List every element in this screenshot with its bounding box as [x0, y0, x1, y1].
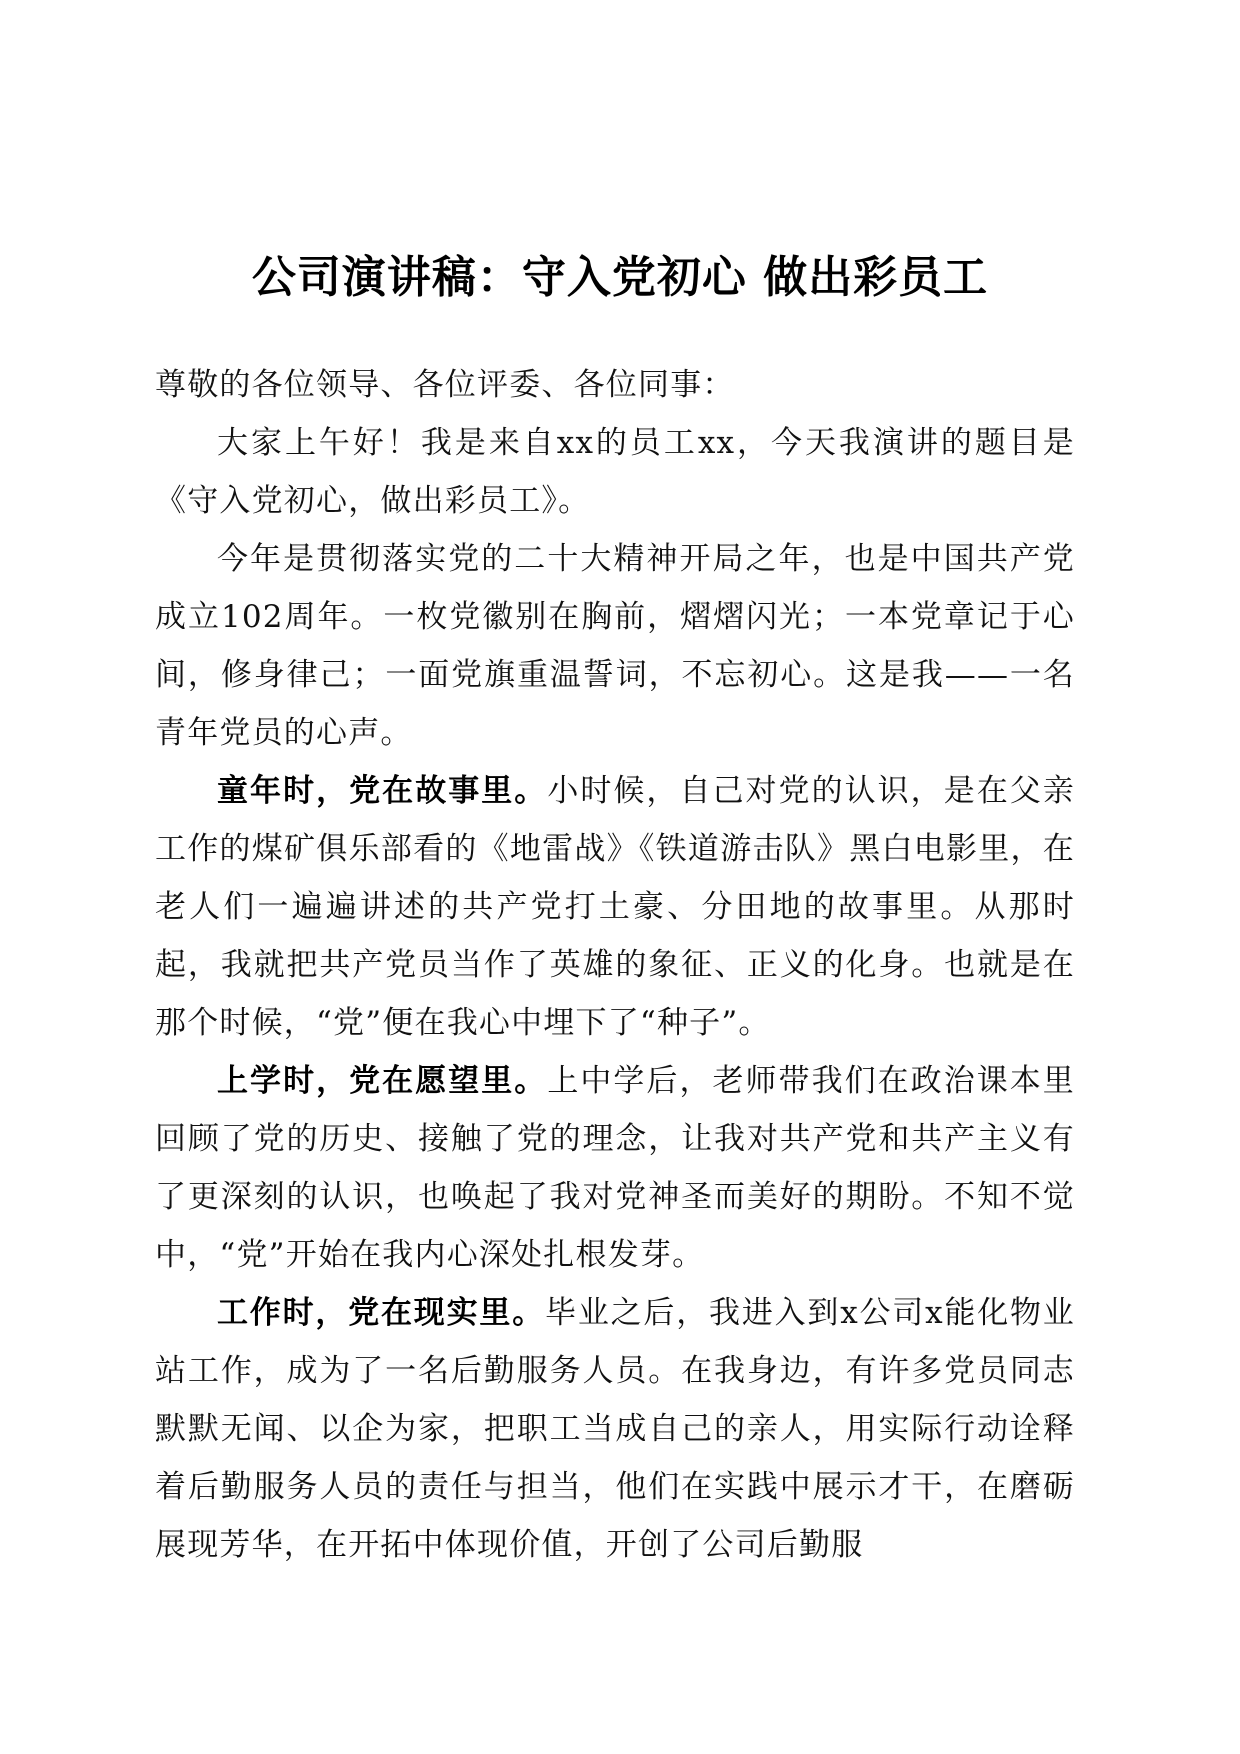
paragraph-lead: 童年时，党在故事里。	[217, 773, 548, 809]
paragraph-school	[155, 1052, 1075, 1284]
paragraph-childhood	[155, 762, 1075, 1052]
salutation: 尊敬的各位领导、各位评委、各位同事：	[155, 367, 735, 403]
paragraph-greeting	[155, 414, 1075, 530]
paragraph-text: 小时候，自己对党的认识，是在父亲工作的煤矿俱乐部看的《地雷战》《铁道游击队》黑白电影里，在老人们一遍遍讲述的共产党打土豪、分田地的故事里。从那时起，我就把共产党员当作了英雄的象征、正义的化身。也就是在那个时候，“党”便在我心中埋下了“种子”。	[155, 773, 1076, 1041]
paragraph-work	[155, 1284, 1075, 1574]
paragraph-text: 今年是贯彻落实党的二十大精神开局之年，也是中国共产党成立102周年。一枚党徽别在胸前，熠熠闪光；一本党章记于心间，修身律己；一面党旗重温誓词，不忘初心。这是我——一名青年党员的心声。	[155, 541, 1075, 751]
document-title: 公司演讲稿：守入党初心 做出彩员工	[251, 252, 989, 303]
paragraph-text: 上中学后，老师带我们在政治课本里回顾了党的历史、接触了党的理念，让我对共产党和共产主义有了更深刻的认识，也唤起了我对党神圣而美好的期盼。不知不觉中，“党”开始在我内心深处扎根发芽。	[155, 1063, 1076, 1273]
paragraph-intro	[155, 530, 1075, 762]
document-body	[155, 356, 1075, 1574]
paragraph-lead: 工作时，党在现实里。	[217, 1295, 546, 1331]
paragraph-text: 大家上午好！我是来自xx的员工xx，今天我演讲的题目是《守入党初心，做出彩员工》。	[155, 425, 1075, 519]
paragraph-lead: 上学时，党在愿望里。	[217, 1063, 548, 1099]
paragraph-text: 毕业之后，我进入到x公司x能化物业站工作，成为了一名后勤服务人员。在我身边，有许多党员同志默默无闻、以企为家，把职工当成自己的亲人，用实际行动诠释着后勤服务人员的责任与担当，他们在实践中展示才干，在磨砺展现芳华，在开拓中体现价值，开创了公司后勤服	[155, 1295, 1075, 1563]
